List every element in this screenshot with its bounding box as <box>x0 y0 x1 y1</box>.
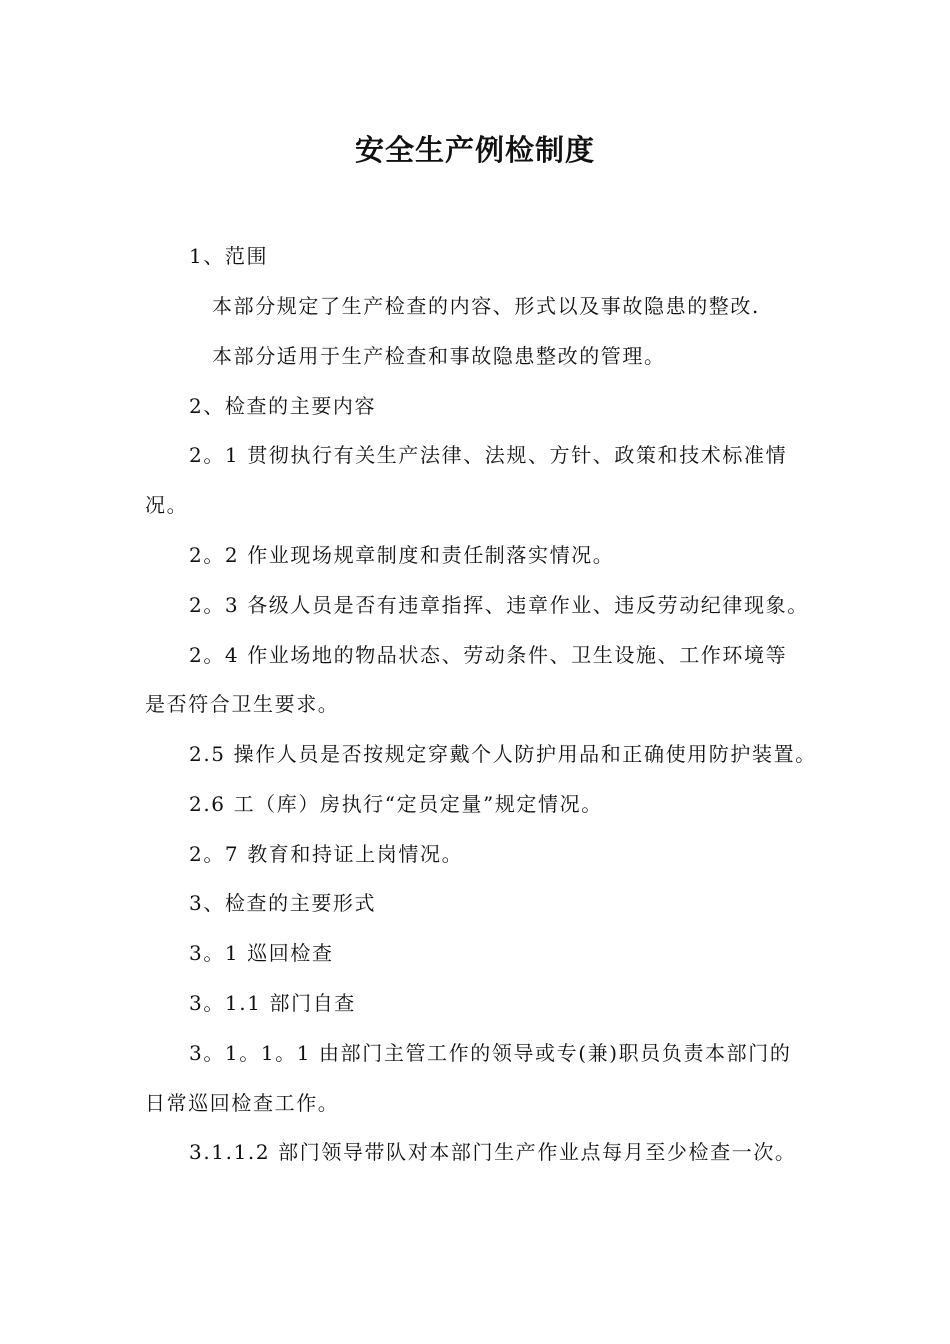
clause-2-5: 2.5 操作人员是否按规定穿戴个人防护用品和正确使用防护装置。 <box>189 742 817 766</box>
clause-2-1: 2。1 贯彻执行有关生产法律、法规、方针、政策和技术标准情 <box>189 443 788 467</box>
clause-2-4: 2。4 作业场地的物品状态、劳动条件、卫生设施、工作环境等 <box>189 643 788 667</box>
clause-3-1-1-1: 3。1。1。1 由部门主管工作的领导或专(兼)职员负责本部门的 <box>189 1041 792 1065</box>
clause-2-4-continuation: 是否符合卫生要求。 <box>145 692 340 716</box>
section-heading-inspection-content: 2、检查的主要内容 <box>189 394 377 418</box>
clause-2-7: 2。7 教育和持证上岗情况。 <box>189 842 464 866</box>
clause-2-2: 2。2 作业现场规章制度和责任制落实情况。 <box>189 543 615 567</box>
paragraph-line: 本部分适用于生产检查和事故隐患整改的管理。 <box>212 344 666 368</box>
section-heading-scope: 1、范围 <box>189 244 269 268</box>
clause-3-1-1: 3。1.1 部门自查 <box>189 991 356 1015</box>
clause-3-1: 3。1 巡回检查 <box>189 941 334 965</box>
clause-2-6: 2.6 工（库）房执行“定员定量”规定情况。 <box>189 792 603 816</box>
clause-3-1-1-2: 3.1.1.2 部门领导带队对本部门生产作业点每月至少检查一次。 <box>189 1140 797 1164</box>
document-title: 安全生产例检制度 <box>354 133 595 167</box>
clause-2-3: 2。3 各级人员是否有违章指挥、违章作业、违反劳动纪律现象。 <box>189 593 809 617</box>
clause-3-1-1-1-continuation: 日常巡回检查工作。 <box>145 1091 340 1115</box>
section-heading-inspection-forms: 3、检查的主要形式 <box>189 891 377 915</box>
paragraph-line: 本部分规定了生产检查的内容、形式以及事故隐患的整改. <box>212 294 760 318</box>
clause-2-1-continuation: 况。 <box>145 493 189 517</box>
